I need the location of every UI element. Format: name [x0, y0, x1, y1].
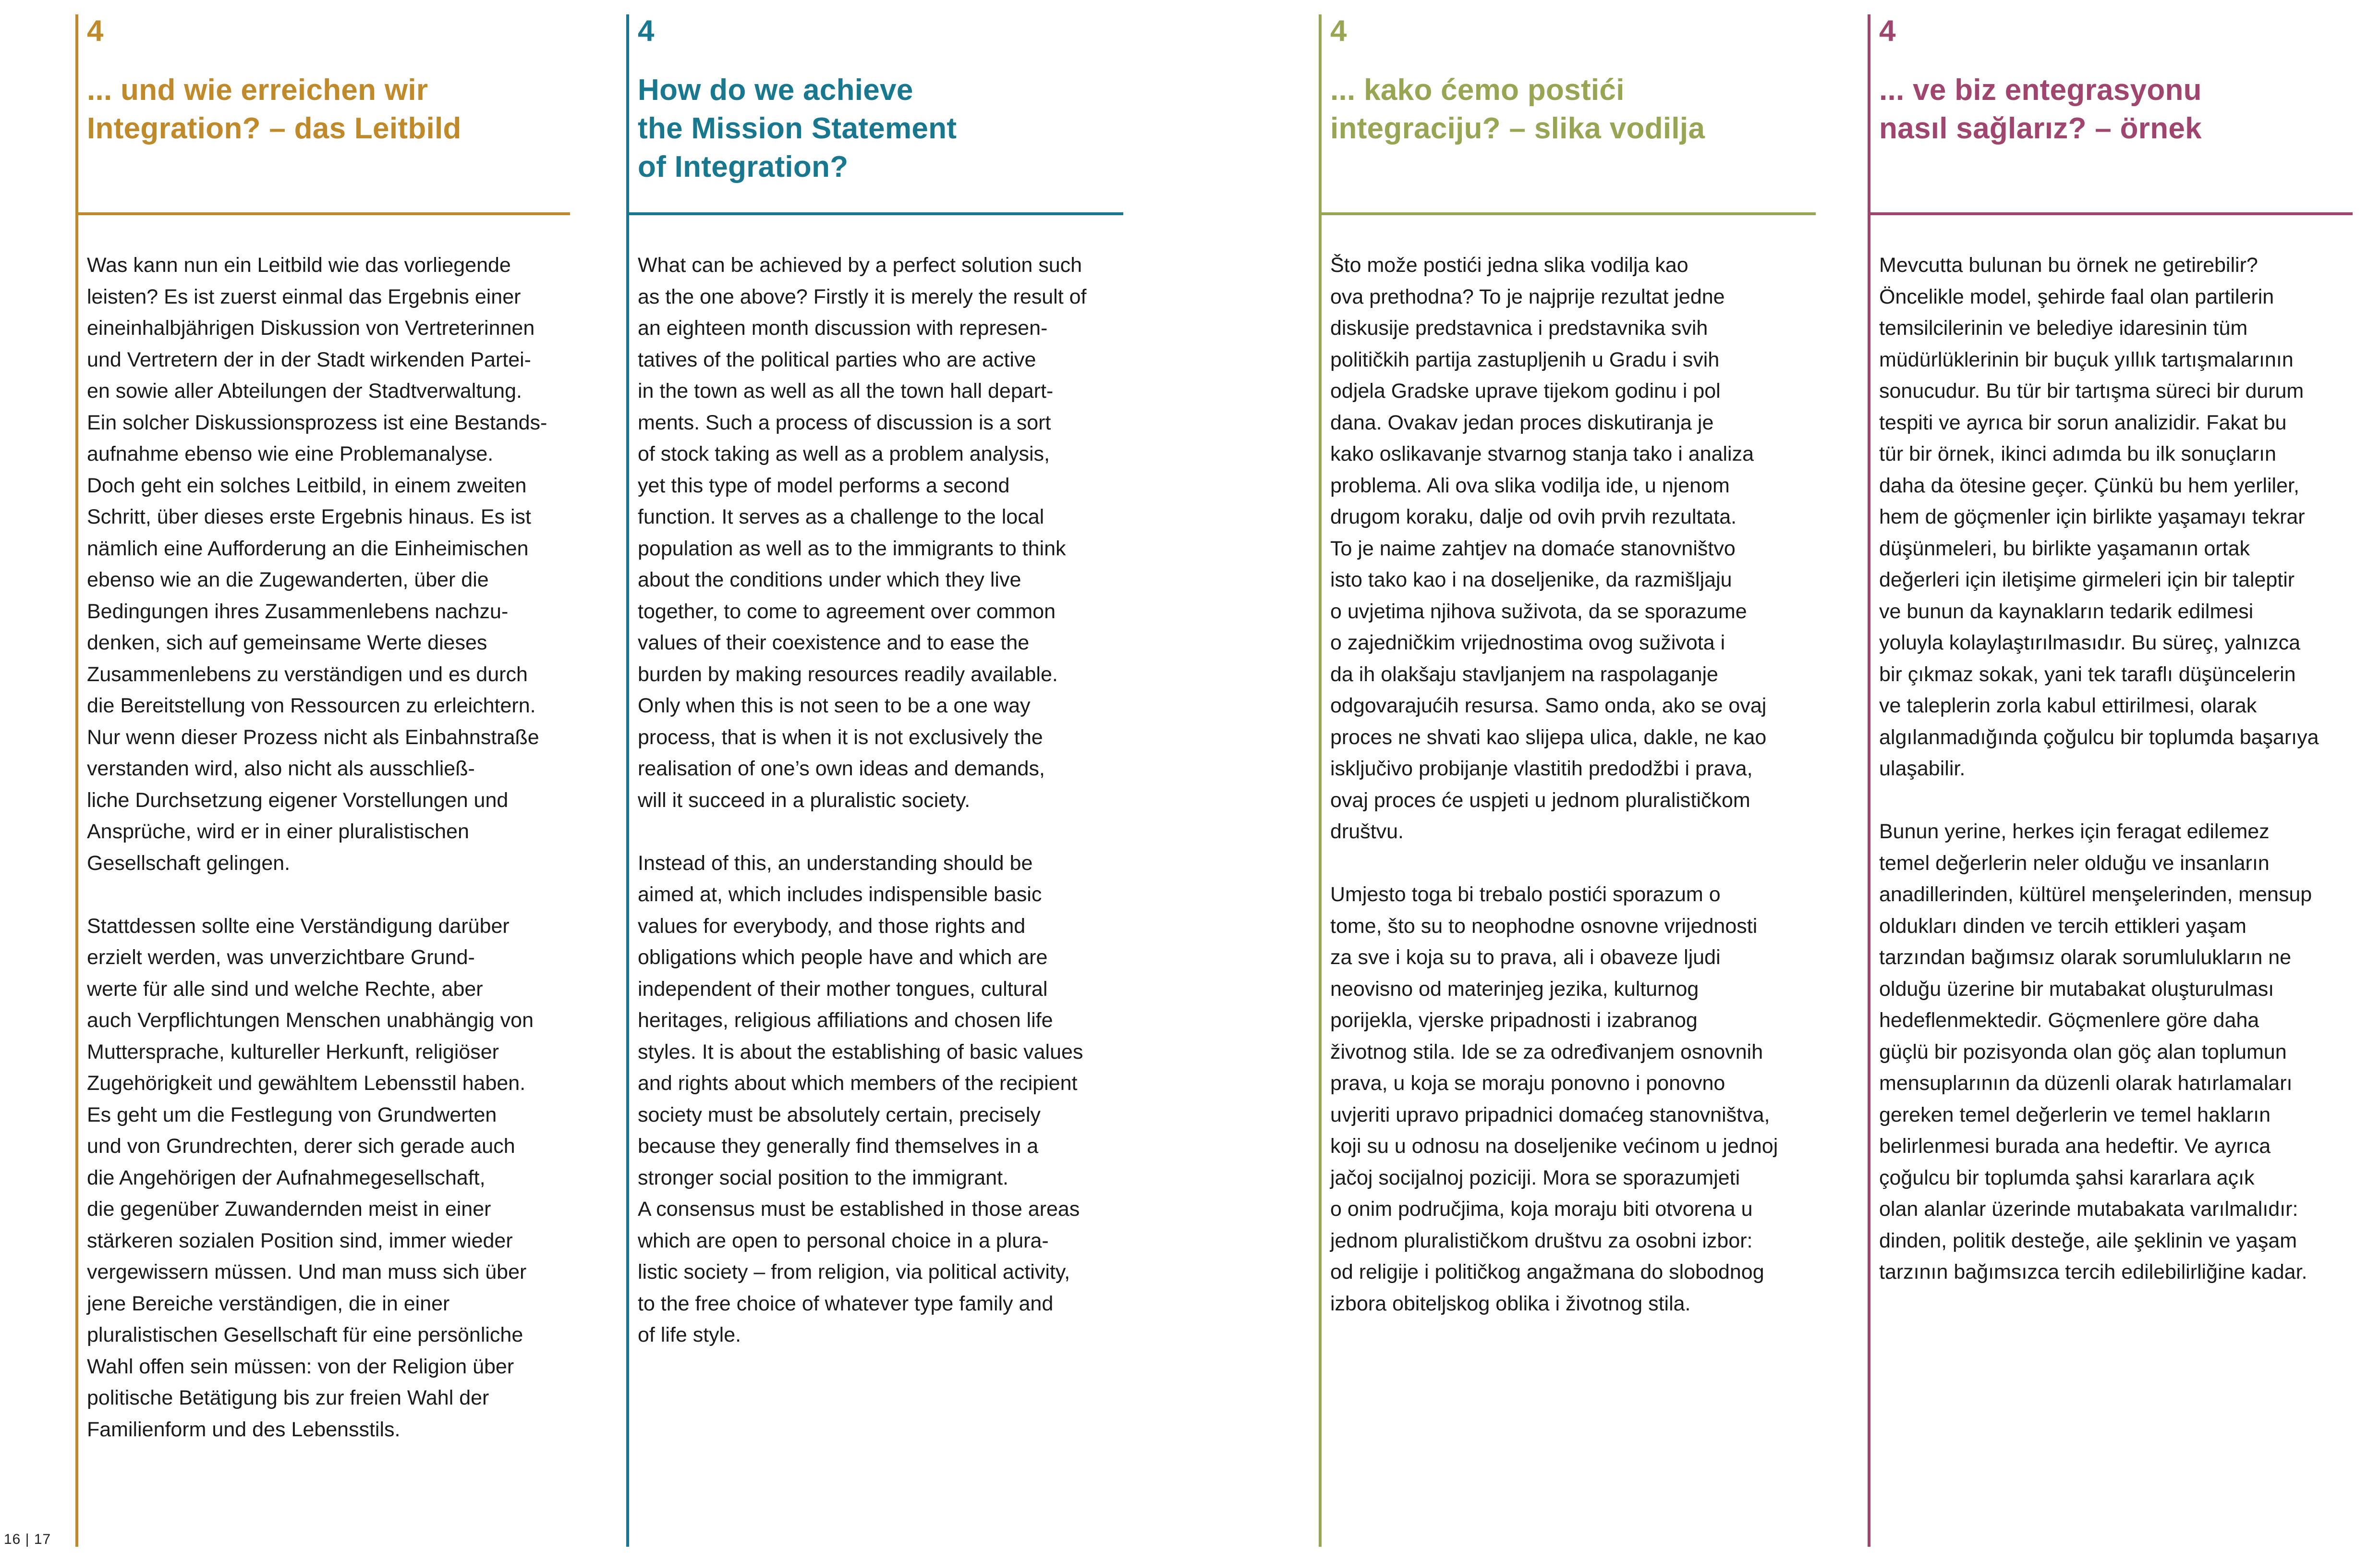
text-line: will it succeed in a pluralistic society.	[638, 788, 971, 812]
section-number: 4	[638, 14, 655, 48]
text-line: aufnahme ebenso wie eine Problemanalyse.	[87, 442, 494, 465]
text-line: en sowie aller Abteilungen der Stadtverwaltung.	[87, 379, 522, 403]
text-line: Bedingungen ihres Zusammenlebens nachzu-	[87, 599, 509, 623]
text-line: temel değerlerin neler olduğu ve insanların	[1879, 851, 2270, 875]
heading-rule	[626, 212, 1123, 215]
text-line: jene Bereiche verständigen, die in einer	[87, 1292, 450, 1315]
text-line: o uvjetima njihova suživota, da se sporazume	[1330, 599, 1747, 623]
text-line: as the one above? Firstly it is merely the result of	[638, 285, 1087, 308]
paragraph	[1879, 250, 2319, 785]
text-line: pluralistischen Gesellschaft für eine persönliche	[87, 1323, 523, 1346]
text-line: die Angehörigen der Aufnahmegesellschaft,	[87, 1166, 486, 1189]
text-line: tür bir örnek, ikinci adımda bu ilk sonuçların	[1879, 442, 2276, 465]
text-line: uvjeriti upravo pripadnici domaćeg stanovništva,	[1330, 1103, 1770, 1126]
section-number: 4	[87, 14, 104, 48]
text-line: da ih olakšaju stavljanjem na raspolaganje	[1330, 662, 1718, 686]
text-line: Ansprüche, wird er in einer pluralistischen	[87, 820, 469, 843]
text-line: aimed at, which includes indispensible basic	[638, 883, 1042, 906]
text-line: verstanden wird, also nicht als ausschließ-	[87, 757, 475, 780]
text-line: styles. It is about the establishing of basic values	[638, 1040, 1083, 1064]
text-line: ovaj proces će uspjeti u jednom pluralističkom	[1330, 788, 1750, 812]
text-line: values for everybody, and those rights and	[638, 914, 1026, 938]
text-line: mensuplarının da düzenli olarak hatırlamaları	[1879, 1072, 2293, 1095]
text-line: bir çıkmaz sokak, yani tek taraflı düşüncelerin	[1879, 662, 2296, 686]
text-line: gereken temel değerlerin ve temel hakların	[1879, 1103, 2271, 1126]
body-text	[87, 250, 547, 1477]
text-line: Gesellschaft gelingen.	[87, 851, 291, 875]
section-number: 4	[1330, 14, 1347, 48]
paragraph	[1879, 816, 2319, 1288]
text-line: ova prethodna? To je najprije rezultat jedne	[1330, 285, 1725, 308]
text-line: und von Grundrechten, derer sich gerade auch	[87, 1135, 515, 1158]
text-line: olan alanlar üzerinde mutabakata varılmalıdır:	[1879, 1198, 2298, 1221]
text-line: isto tako kao i na doseljenike, da razmišljaju	[1330, 568, 1732, 591]
text-line: liche Durchsetzung eigener Vorstellungen und	[87, 788, 509, 812]
text-line: daha da ötesine geçer. Çünkü bu hem yerliler,	[1879, 474, 2299, 497]
title-line: the Mission Statement	[638, 112, 957, 145]
text-line: Bunun yerine, herkes için feragat edilemez	[1879, 820, 2270, 843]
text-line: odgovarajućih resursa. Samo onda, ako se ovaj	[1330, 694, 1767, 717]
title-line: ... und wie erreichen wir	[87, 73, 428, 107]
text-line: Ein solcher Diskussionsprozess ist eine Bestands-	[87, 411, 547, 434]
text-line: odjela Gradske uprave tijekom godinu i pol	[1330, 379, 1721, 403]
text-line: algılanmadığında çoğulcu bir toplumda başarıya	[1879, 725, 2319, 749]
text-line: eineinhalbjährigen Diskussion von Vertreterinnen	[87, 317, 535, 340]
text-line: werte für alle sind und welche Rechte, aber	[87, 977, 483, 1001]
paragraph	[87, 911, 547, 1446]
text-line: hem de göçmenler için birlikte yaşamayı tekrar	[1879, 505, 2305, 528]
text-line: stärkeren sozialen Position sind, immer wieder	[87, 1229, 513, 1252]
paragraph	[87, 250, 547, 879]
text-line: die Bereitstellung von Ressourcen zu erleichtern.	[87, 694, 536, 717]
text-line: političkih partija zastupljenih u Gradu i svih	[1330, 348, 1720, 371]
text-line: tarzının bağımsızca tercih edilebilirliğine kadar.	[1879, 1260, 2307, 1284]
text-line: belirlenmesi burada ana hedeftir. Ve ayrıca	[1879, 1135, 2271, 1158]
text-line: of stock taking as well as a problem analysis,	[638, 442, 1050, 465]
text-line: vergewissern müssen. Und man muss sich über	[87, 1260, 527, 1284]
text-line: ve taleplerin zorla kabul ettirilmesi, olarak	[1879, 694, 2257, 717]
paragraph	[1330, 879, 1778, 1320]
text-line: kako oslikavanje stvarnog stanja tako i analiza	[1330, 442, 1754, 465]
text-line: erzielt werden, was unverzichtbare Grund-	[87, 946, 475, 969]
text-line: to the free choice of whatever type family and	[638, 1292, 1054, 1315]
column-divider-line	[1319, 14, 1322, 1547]
text-line: die gegenüber Zuwandernden meist in einer	[87, 1198, 491, 1221]
heading-rule	[75, 212, 570, 215]
title-line: How do we achieve	[638, 73, 913, 107]
text-line: function. It serves as a challenge to the local	[638, 505, 1044, 528]
heading-rule	[1319, 212, 1816, 215]
text-line: tespiti ve ayrıca bir sorun analizidir. Fakat bu	[1879, 411, 2287, 434]
text-line: und Vertretern der in der Stadt wirkenden Partei-	[87, 348, 532, 371]
text-line: tome, što su to neophodne osnovne vrijednosti	[1330, 914, 1758, 938]
text-line: auch Verpflichtungen Menschen unabhängig von	[87, 1009, 534, 1032]
paragraph	[638, 848, 1086, 1351]
text-line: düşünmeleri, bu birlikte yaşamanın ortak	[1879, 537, 2250, 560]
text-line: o zajedničkim vrijednostima ovog suživota i	[1330, 631, 1725, 654]
text-line: yoluyla kolaylaştırılmasıdır. Bu süreç, yalnızca	[1879, 631, 2301, 654]
text-line: tatives of the political parties who are active	[638, 348, 1036, 371]
text-line: životnog stila. Ide se za određivanjem osnovnih	[1330, 1040, 1763, 1064]
column-german	[75, 14, 570, 1547]
text-line: realisation of one’s own ideas and demands,	[638, 757, 1045, 780]
text-line: Öncelikle model, şehirde faal olan partilerin	[1879, 285, 2274, 308]
text-line: olduğu üzerine bir mutabakat oluşturulması	[1879, 977, 2274, 1001]
text-line: ebenso wie an die Zugewanderten, über die	[87, 568, 489, 591]
body-text	[638, 250, 1086, 1382]
text-line: Mevcutta bulunan bu örnek ne getirebilir?	[1879, 254, 2258, 277]
title-line: ... kako ćemo postići	[1330, 73, 1625, 107]
text-line: problema. Ali ova slika vodilja ide, u njenom	[1330, 474, 1730, 497]
text-line: nämlich eine Aufforderung an die Einheimischen	[87, 537, 529, 560]
text-line: tarzından bağımsız olarak sorumlulukların ne	[1879, 946, 2292, 969]
text-line: To je naime zahtjev na domaće stanovništvo	[1330, 537, 1736, 560]
text-line: Zugehörigkeit und gewähltem Lebensstil haben.	[87, 1072, 526, 1095]
text-line: stronger social position to the immigrant.	[638, 1166, 1008, 1189]
text-line: listic society – from religion, via political activity,	[638, 1260, 1070, 1284]
text-line: values of their coexistence and to ease the	[638, 631, 1030, 654]
paragraph	[638, 250, 1086, 816]
text-line: an eighteen month discussion with represen-	[638, 317, 1048, 340]
text-line: denken, sich auf gemeinsame Werte dieses	[87, 631, 487, 654]
text-line: Što može postići jedna slika vodilja kao	[1330, 254, 1688, 277]
text-line: jednom pluralističkom društvu za osobni izbor:	[1330, 1229, 1753, 1252]
text-line: society must be absolutely certain, precisely	[638, 1103, 1041, 1126]
text-line: Nur wenn dieser Prozess nicht als Einbahnstraße	[87, 725, 539, 749]
text-line: of life style.	[638, 1323, 741, 1346]
text-line: müdürlüklerinin bir buçuk yıllık tartışmalarının	[1879, 348, 2294, 371]
text-line: sonucudur. Bu tür bir tartışma süreci bir durum	[1879, 379, 2304, 403]
text-line: od religije i političkog angažmana do slobodnog	[1330, 1260, 1764, 1284]
title-line: integraciju? – slika vodilja	[1330, 112, 1705, 145]
text-line: değerleri için iletişime girmeleri için bir taleptir	[1879, 568, 2295, 591]
paragraph	[1330, 250, 1778, 848]
text-line: Instead of this, an understanding should be	[638, 851, 1033, 875]
column-english	[626, 14, 1123, 1547]
text-line: proces ne shvati kao slijepa ulica, dakle, ne kao	[1330, 725, 1767, 749]
section-title	[87, 71, 461, 148]
title-line: Integration? – das Leitbild	[87, 112, 461, 145]
text-line: temsilcilerinin ve belediye idaresinin tüm	[1879, 317, 2248, 340]
section-title	[1879, 71, 2202, 148]
text-line: çoğulcu bir toplumda şahsi kararlara açık	[1879, 1166, 2255, 1189]
text-line: isključivo probijanje vlastitih predodžbi i prava,	[1330, 757, 1753, 780]
text-line: ments. Such a process of discussion is a sort	[638, 411, 1051, 434]
text-line: o onim područjima, koja moraju biti otvorena u	[1330, 1198, 1753, 1221]
column-divider-line	[1868, 14, 1870, 1547]
text-line: Schritt, über dieses erste Ergebnis hinaus. Es ist	[87, 505, 531, 528]
text-line: dana. Ovakav jedan proces diskutiranja je	[1330, 411, 1714, 434]
text-line: neovisno od materinjeg jezika, kulturnog	[1330, 977, 1699, 1001]
text-line: because they generally find themselves in a	[638, 1135, 1039, 1158]
text-line: izbora obiteljskog oblika i životnog stila.	[1330, 1292, 1691, 1315]
text-line: Stattdessen sollte eine Verständigung darüber	[87, 914, 510, 938]
text-line: Doch geht ein solches Leitbild, in einem zweiten	[87, 474, 527, 497]
column-divider-line	[626, 14, 629, 1547]
text-line: Zusammenlebens zu verständigen und es durch	[87, 662, 528, 686]
text-line: Muttersprache, kultureller Herkunft, religiöser	[87, 1040, 499, 1064]
text-line: Familienform und des Lebensstils.	[87, 1418, 401, 1441]
text-line: What can be achieved by a perfect solution such	[638, 254, 1082, 277]
section-title	[1330, 71, 1705, 148]
text-line: društvu.	[1330, 820, 1404, 843]
text-line: about the conditions under which they live	[638, 568, 1021, 591]
text-line: anadillerinden, kültürel menşelerinden, mensup	[1879, 883, 2312, 906]
body-text	[1330, 250, 1778, 1351]
column-turkish	[1868, 14, 2353, 1547]
text-line: Es geht um die Festlegung von Grundwerten	[87, 1103, 497, 1126]
text-line: A consensus must be established in those areas	[638, 1198, 1080, 1221]
title-line: of Integration?	[638, 150, 849, 183]
text-line: together, to come to agreement over common	[638, 599, 1056, 623]
title-line: ... ve biz entegrasyonu	[1879, 73, 2202, 107]
column-croatian	[1319, 14, 1816, 1547]
text-line: Only when this is not seen to be a one way	[638, 694, 1031, 717]
text-line: Wahl offen sein müssen: von der Religion über	[87, 1355, 514, 1378]
text-line: drugom koraku, dalje od ovih prvih rezultata.	[1330, 505, 1737, 528]
text-line: leisten? Es ist zuerst einmal das Ergebnis einer	[87, 285, 521, 308]
text-line: obligations which people have and which are	[638, 946, 1048, 969]
text-line: ulaşabilir.	[1879, 757, 1966, 780]
section-title	[638, 71, 957, 186]
text-line: politische Betätigung bis zur freien Wahl der	[87, 1386, 489, 1409]
heading-rule	[1868, 212, 2353, 215]
text-line: za sve i koja su to prava, ali i obaveze ljudi	[1330, 946, 1721, 969]
text-line: process, that is when it is not exclusively the	[638, 725, 1043, 749]
text-line: diskusije predstavnica i predstavnika svih	[1330, 317, 1708, 340]
text-line: in the town as well as all the town hall depart-	[638, 379, 1054, 403]
text-line: koji su u odnosu na doseljenike većinom u jednoj	[1330, 1135, 1778, 1158]
text-line: which are open to personal choice in a plura-	[638, 1229, 1049, 1252]
text-line: oldukları dinden ve tercih ettikleri yaşam	[1879, 914, 2246, 938]
text-line: hedeflenmektedir. Göçmenlere göre daha	[1879, 1009, 2259, 1032]
text-line: güçlü bir pozisyonda olan göç alan toplumun	[1879, 1040, 2287, 1064]
text-line: and rights about which members of the recipient	[638, 1072, 1078, 1095]
text-line: heritages, religious affiliations and chosen life	[638, 1009, 1053, 1032]
text-line: population as well as to the immigrants to think	[638, 537, 1066, 560]
text-line: ve bunun da kaynakların tedarik edilmesi	[1879, 599, 2254, 623]
text-line: Was kann nun ein Leitbild wie das vorliegende	[87, 254, 511, 277]
title-line: nasıl sağlarız? – örnek	[1879, 112, 2202, 145]
text-line: independent of their mother tongues, cultural	[638, 977, 1048, 1001]
text-line: porijekla, vjerske pripadnosti i izabranog	[1330, 1009, 1698, 1032]
body-text	[1879, 250, 2319, 1320]
text-line: prava, u koja se moraju ponovno i ponovno	[1330, 1072, 1725, 1095]
page-number: 16 | 17	[4, 1531, 51, 1547]
text-line: Umjesto toga bi trebalo postići sporazum o	[1330, 883, 1721, 906]
text-line: burden by making resources readily available.	[638, 662, 1058, 686]
section-number: 4	[1879, 14, 1896, 48]
text-line: dinden, politik desteğe, aile şeklinin ve yaşam	[1879, 1229, 2297, 1252]
text-line: jačoj socijalnoj poziciji. Mora se sporazumjeti	[1330, 1166, 1740, 1189]
text-line: yet this type of model performs a second	[638, 474, 1010, 497]
column-divider-line	[75, 14, 78, 1547]
